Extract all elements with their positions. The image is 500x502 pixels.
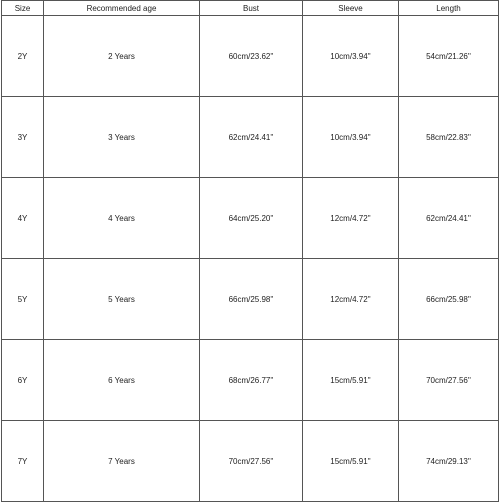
- length-cell: 58cm/22.83'': [399, 97, 499, 178]
- sleeve-cell: 15cm/5.91'': [303, 421, 399, 502]
- size-cell: 4Y: [2, 178, 44, 259]
- header-bust: Bust: [200, 1, 303, 16]
- length-cell: 54cm/21.26'': [399, 16, 499, 97]
- sleeve-cell: 12cm/4.72'': [303, 178, 399, 259]
- age-cell: 3 Years: [44, 97, 200, 178]
- bust-cell: 68cm/26.77'': [200, 340, 303, 421]
- length-cell: 74cm/29.13'': [399, 421, 499, 502]
- size-cell: 3Y: [2, 97, 44, 178]
- sleeve-cell: 15cm/5.91'': [303, 340, 399, 421]
- table-header: [2, 1, 499, 16]
- size-cell: 5Y: [2, 259, 44, 340]
- table-row: [2, 259, 499, 340]
- age-cell: 6 Years: [44, 340, 200, 421]
- header-sleeve: Sleeve: [303, 1, 399, 16]
- age-cell: 7 Years: [44, 421, 200, 502]
- length-cell: 70cm/27.56'': [399, 340, 499, 421]
- table-row: [2, 97, 499, 178]
- sleeve-cell: 10cm/3.94'': [303, 97, 399, 178]
- bust-cell: 60cm/23.62'': [200, 16, 303, 97]
- size-cell: 2Y: [2, 16, 44, 97]
- size-chart-table: [1, 0, 499, 502]
- bust-cell: 64cm/25.20'': [200, 178, 303, 259]
- bust-cell: 62cm/24.41'': [200, 97, 303, 178]
- size-cell: 7Y: [2, 421, 44, 502]
- age-cell: 4 Years: [44, 178, 200, 259]
- header-recommended-age: Recommended age: [44, 1, 200, 16]
- header-size: Size: [2, 1, 44, 16]
- age-cell: 2 Years: [44, 16, 200, 97]
- header-length: Length: [399, 1, 499, 16]
- size-cell: 6Y: [2, 340, 44, 421]
- header-row: [2, 1, 499, 16]
- table-row: [2, 16, 499, 97]
- table-row: [2, 340, 499, 421]
- table-row: [2, 178, 499, 259]
- table-body: [2, 16, 499, 502]
- sleeve-cell: 10cm/3.94'': [303, 16, 399, 97]
- length-cell: 62cm/24.41'': [399, 178, 499, 259]
- length-cell: 66cm/25.98'': [399, 259, 499, 340]
- sleeve-cell: 12cm/4.72'': [303, 259, 399, 340]
- bust-cell: 70cm/27.56'': [200, 421, 303, 502]
- table-row: [2, 421, 499, 502]
- bust-cell: 66cm/25.98'': [200, 259, 303, 340]
- age-cell: 5 Years: [44, 259, 200, 340]
